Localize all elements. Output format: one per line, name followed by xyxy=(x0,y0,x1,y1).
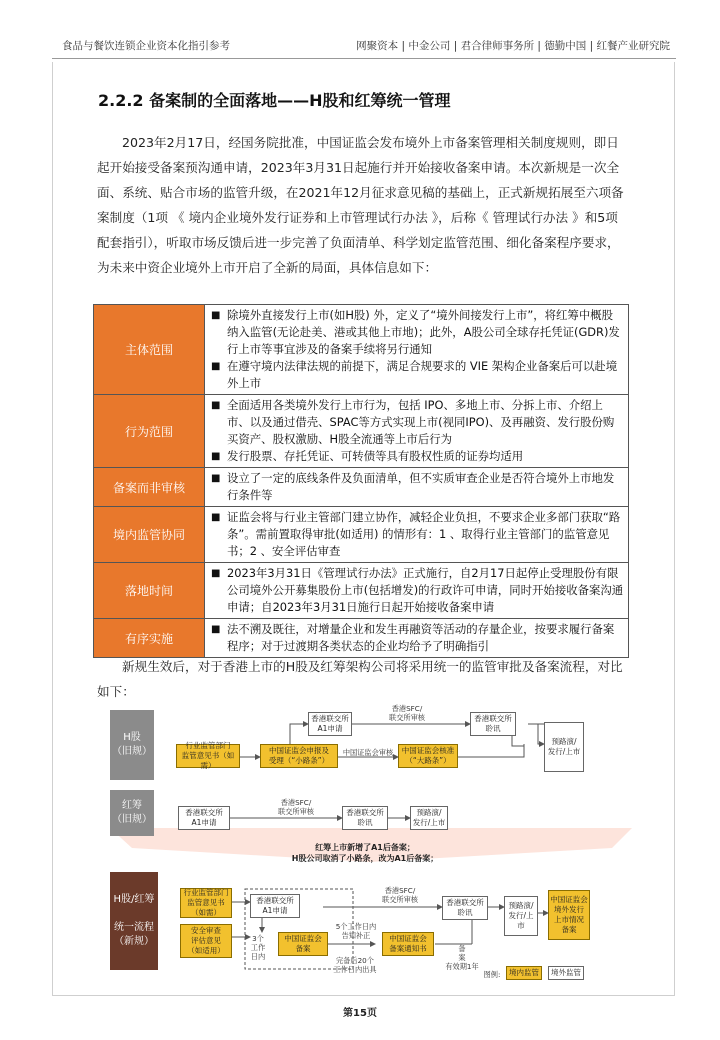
r-listing: 预路演/ 发行/上市 xyxy=(410,806,448,830)
page-number: 第15页 xyxy=(343,1008,377,1019)
bullet-text: 设立了一定的底线条件及负面清单，但不实质审查企业是否符合境外上市地发行条件等 xyxy=(227,471,615,502)
u-sfc-review: 香港SFC/ 联交所审核 xyxy=(382,886,418,904)
row-description xyxy=(205,619,629,658)
bullet-text: 发行股票、存托凭证、可转债等具有股权性质的证券均适用 xyxy=(227,449,524,463)
r-a1-application: 香港联交所 A1申请 xyxy=(178,806,230,830)
comparison-paragraph: 新规生效后，对于香港上市的H股及红筹架构公司将采用统一的监管审批及备案流程，对比如下： xyxy=(97,659,623,699)
legend-overseas: 境外监管 xyxy=(548,966,584,980)
u-filing-notice: 中国证监会 备案通知书 xyxy=(382,932,434,956)
header-divider xyxy=(52,58,676,59)
h-csrc-approve: 中国证监会核准 （“大路条”） xyxy=(398,744,458,768)
u-supplement-notice: 5个工作日内 告知补正 xyxy=(335,922,377,940)
row-description xyxy=(205,468,629,507)
square-bullet-icon: ■ xyxy=(211,310,221,321)
square-bullet-icon: ■ xyxy=(211,400,221,411)
row-category: 主体范围 xyxy=(94,305,205,395)
square-bullet-icon: ■ xyxy=(211,451,221,462)
h-csrc-review: 中国证监会审核 xyxy=(342,748,394,757)
row-description xyxy=(205,305,629,395)
square-bullet-icon: ■ xyxy=(211,568,221,579)
row-category: 境内监管协同 xyxy=(94,507,205,563)
r-sfc-review: 香港SFC/ 联交所审核 xyxy=(278,798,314,816)
u-listing: 预路演/ 发行/上市 xyxy=(504,896,538,936)
row-description xyxy=(205,563,629,619)
bullet-item xyxy=(211,397,624,448)
regulation-table xyxy=(93,304,629,658)
bullet-item xyxy=(211,509,624,560)
u-validity: 备 案 有效期1年 xyxy=(445,944,479,971)
u-hearing: 香港联交所 聆讯 xyxy=(442,896,488,920)
red-chip-label: 红筹 （旧规） xyxy=(110,790,154,836)
intro-paragraph: 2023年2月17日，经国务院批准，中国证监会发布境外上市备案管理相关制度规则，即日起开始接受备案预沟通申请，2023年3月31日起施行并开始接收备案申请。本次新规是一次全面、系统、贴合市场的监管升级，在2021年12月征求意见稿的基础上，正式新规拓展至六项备案制度（1项 《 境内企业境外发行证券和上市管理试行办法 》，后称《 管理试行办法 》和5项配套指引），听取市场反馈后进一步完善了负面清单、科学划定监管范围、细化备案程序要求，为未来中资企业境外上市开启了全新的局面，具体信息如下： xyxy=(97,135,624,275)
table-row xyxy=(94,507,629,563)
h-sfc-review: 香港SFC/ 联交所审核 xyxy=(389,704,425,722)
bullet-text: 全面适用各类境外发行上市行为，包括 IPO、多地上市、分拆上市、介绍上市、以及通过借壳、SPAC等方式实现上市(视同IPO)、及再融资、发行股份购买资产、股权激励、H股全流通等上市后行为 xyxy=(227,398,615,446)
page-header xyxy=(0,0,720,60)
bullet-item xyxy=(211,358,624,392)
row-category: 有序实施 xyxy=(94,619,205,658)
bullet-text: 法不溯及既往，对增量企业和发生再融资等活动的存量企业，按要求履行备案程序；对于过渡期各类状态的企业均给予了明确指引 xyxy=(227,622,615,653)
h-industry-opinion: 行业监管部门 监管意见书（如需） xyxy=(176,744,240,768)
h-listing: 预路演/ 发行/上市 xyxy=(544,722,584,772)
legend-title: 图例: xyxy=(483,970,501,979)
square-bullet-icon: ■ xyxy=(211,473,221,484)
bullet-text: 2023年3月31日《管理试行办法》正式施行，自2月17日起停止受理股份有限公司境外公开募集股份上市(包括增发)的行政许可申请，同时开始接收备案沟通申请；自2023年3月31日施行日起开始接收备案申请 xyxy=(227,566,624,614)
u-industry-opinion: 行业监管部门 监管意见书 （如需） xyxy=(180,888,232,918)
table-row xyxy=(94,563,629,619)
u-a1-application: 香港联交所 A1申请 xyxy=(250,894,300,918)
bullet-item xyxy=(211,470,624,504)
bullet-item xyxy=(211,621,624,655)
r-hearing: 香港联交所 聆讯 xyxy=(342,806,388,830)
legend-domestic: 境内监管 xyxy=(506,966,542,980)
u-twenty-days: 完备后20个 工作日内出具 xyxy=(333,956,377,974)
bullet-item xyxy=(211,307,624,358)
h-a1-application: 香港联交所 A1申请 xyxy=(308,712,352,736)
square-bullet-icon: ■ xyxy=(211,361,221,372)
square-bullet-icon: ■ xyxy=(211,512,221,523)
u-csrc-filing: 中国证监会 备案 xyxy=(278,932,328,956)
table-row xyxy=(94,395,629,468)
bullet-item xyxy=(211,565,624,616)
section-title: 2.2.2 备案制的全面落地——H股和红筹统一管理 xyxy=(98,91,451,110)
h-csrc-apply: 中国证监会申报及 受理（“小路条”） xyxy=(260,744,338,768)
bullet-item xyxy=(211,448,624,465)
row-category: 行为范围 xyxy=(94,395,205,468)
row-category: 备案而非审核 xyxy=(94,468,205,507)
bullet-text: 证监会将与行业主管部门建立协作，减轻企业负担，不要求企业多部门获取“路条”。需前置取得审批(如适用) 的情形有：1 、取得行业主管部门的监管意见书；2 、安全评估审查 xyxy=(227,510,621,558)
u-security-review: 安全审查 评估意见 （如适用） xyxy=(180,924,232,958)
bullet-text: 在遵守境内法律法规的前提下，满足合规要求的 VIE 架构企业备案后可以赴境外上市 xyxy=(227,359,618,390)
square-bullet-icon: ■ xyxy=(211,624,221,635)
row-category: 落地时间 xyxy=(94,563,205,619)
h-share-label: H股 （旧规） xyxy=(110,710,154,780)
table-row xyxy=(94,619,629,658)
header-partners: 网聚资本 | 中金公司 | 君合律师事务所 | 德勤中国 | 红餐产业研究院 xyxy=(356,40,670,52)
unified-label: H股/红筹 统一流程 （新规） xyxy=(110,872,158,970)
header-doc-title: 食品与餐饮连锁企业资本化指引参考 xyxy=(62,40,230,52)
table-row xyxy=(94,305,629,395)
change-banner: 红筹上市新增了A1后备案； H股公司取消了小路条，改为A1后备案； xyxy=(291,843,439,863)
table-row xyxy=(94,468,629,507)
row-description xyxy=(205,507,629,563)
h-hearing: 香港联交所 聆讯 xyxy=(470,712,516,736)
bullet-text: 除境外直接发行上市(如H股) 外，定义了“境外间接发行上市”，将红筹中概股纳入监管(无论赴美、港或其他上市地)；此外，A股公司全球存托凭证(GDR)发行上市等事宜涉及的备案手续将另行通知 xyxy=(227,308,620,356)
row-description xyxy=(205,395,629,468)
u-three-days: 3个 工作 日内 xyxy=(250,934,266,961)
u-post-listing-report: 中国证监会 境外发行 上市情况 备案 xyxy=(548,890,590,940)
